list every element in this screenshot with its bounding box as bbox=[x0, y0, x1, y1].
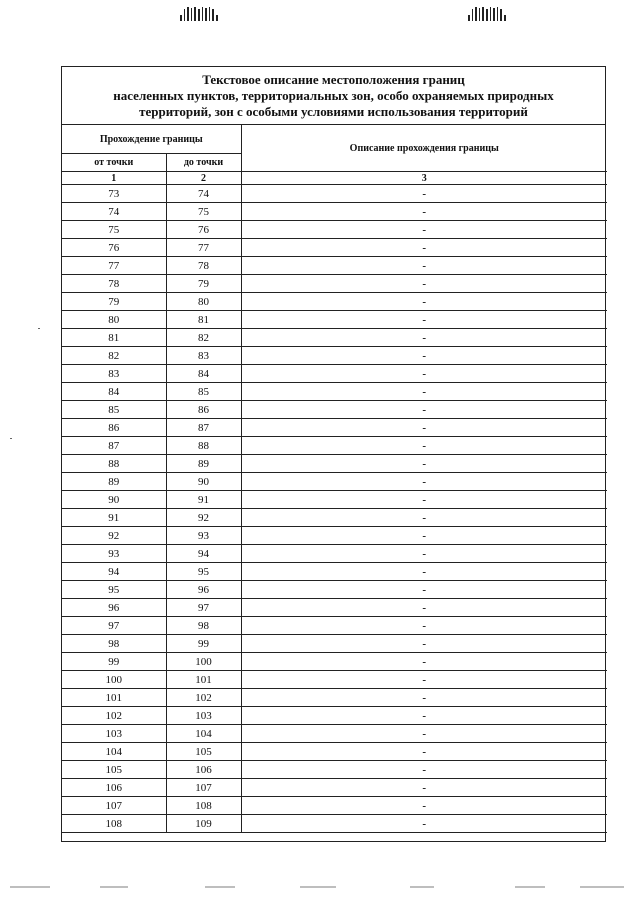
column-number-3: 3 bbox=[241, 172, 607, 185]
to-point-cell: 109 bbox=[166, 815, 241, 833]
table-row bbox=[62, 653, 607, 671]
table-row bbox=[62, 779, 607, 797]
from-point-cell: 97 bbox=[62, 617, 166, 635]
to-point-cell: 106 bbox=[166, 761, 241, 779]
description-cell: - bbox=[241, 527, 607, 545]
from-point-cell: 88 bbox=[62, 455, 166, 473]
description-cell: - bbox=[241, 185, 607, 203]
header-barcode-left bbox=[180, 7, 218, 21]
to-point-cell: 84 bbox=[166, 365, 241, 383]
from-point-cell: 98 bbox=[62, 635, 166, 653]
header-from-point: от точки bbox=[62, 154, 166, 172]
barcode-bar bbox=[486, 9, 488, 21]
table-row bbox=[62, 761, 607, 779]
from-point-cell: 106 bbox=[62, 779, 166, 797]
description-cell: - bbox=[241, 653, 607, 671]
from-point-cell: 101 bbox=[62, 689, 166, 707]
table-row bbox=[62, 437, 607, 455]
description-cell: - bbox=[241, 275, 607, 293]
header-description: Описание прохождения границы bbox=[241, 125, 607, 172]
barcode-bar bbox=[493, 8, 495, 21]
table-row bbox=[62, 635, 607, 653]
from-point-cell: 78 bbox=[62, 275, 166, 293]
description-cell: - bbox=[241, 365, 607, 383]
to-point-cell: 94 bbox=[166, 545, 241, 563]
to-point-cell: 79 bbox=[166, 275, 241, 293]
barcode-bar bbox=[209, 7, 211, 21]
to-point-cell: 103 bbox=[166, 707, 241, 725]
header-to-point: до точки bbox=[166, 154, 241, 172]
scan-noise-line bbox=[515, 886, 545, 888]
document-title bbox=[62, 67, 605, 125]
to-point-cell: 96 bbox=[166, 581, 241, 599]
from-point-cell: 91 bbox=[62, 509, 166, 527]
description-cell: - bbox=[241, 563, 607, 581]
scan-speck bbox=[38, 328, 40, 329]
description-cell: - bbox=[241, 383, 607, 401]
table-row bbox=[62, 725, 607, 743]
table-row bbox=[62, 599, 607, 617]
to-point-cell: 74 bbox=[166, 185, 241, 203]
column-number-1: 1 bbox=[62, 172, 166, 185]
to-point-cell: 88 bbox=[166, 437, 241, 455]
to-point-cell: 98 bbox=[166, 617, 241, 635]
from-point-cell: 79 bbox=[62, 293, 166, 311]
from-point-cell: 81 bbox=[62, 329, 166, 347]
to-point-cell: 104 bbox=[166, 725, 241, 743]
to-point-cell: 91 bbox=[166, 491, 241, 509]
from-point-cell: 94 bbox=[62, 563, 166, 581]
table-row bbox=[62, 491, 607, 509]
table-row bbox=[62, 275, 607, 293]
from-point-cell: 92 bbox=[62, 527, 166, 545]
from-point-cell: 93 bbox=[62, 545, 166, 563]
barcode-bar bbox=[212, 9, 214, 21]
table-row bbox=[62, 383, 607, 401]
description-cell: - bbox=[241, 779, 607, 797]
scan-noise-line bbox=[10, 886, 50, 888]
boundary-table-frame bbox=[61, 66, 606, 842]
to-point-cell: 92 bbox=[166, 509, 241, 527]
to-point-cell: 95 bbox=[166, 563, 241, 581]
description-cell: - bbox=[241, 689, 607, 707]
description-cell: - bbox=[241, 815, 607, 833]
to-point-cell: 108 bbox=[166, 797, 241, 815]
from-point-cell: 108 bbox=[62, 815, 166, 833]
from-point-cell: 102 bbox=[62, 707, 166, 725]
to-point-cell: 83 bbox=[166, 347, 241, 365]
description-cell: - bbox=[241, 545, 607, 563]
from-point-cell: 95 bbox=[62, 581, 166, 599]
barcode-bar bbox=[180, 15, 182, 21]
description-cell: - bbox=[241, 797, 607, 815]
description-cell: - bbox=[241, 455, 607, 473]
from-point-cell: 100 bbox=[62, 671, 166, 689]
from-point-cell: 73 bbox=[62, 185, 166, 203]
barcode-bar bbox=[479, 8, 481, 21]
from-point-cell: 89 bbox=[62, 473, 166, 491]
table-row bbox=[62, 671, 607, 689]
table-row bbox=[62, 203, 607, 221]
scan-noise-line bbox=[410, 886, 434, 888]
description-cell: - bbox=[241, 293, 607, 311]
barcode-bar bbox=[184, 9, 186, 21]
description-cell: - bbox=[241, 347, 607, 365]
description-cell: - bbox=[241, 257, 607, 275]
description-cell: - bbox=[241, 311, 607, 329]
to-point-cell: 78 bbox=[166, 257, 241, 275]
table-row bbox=[62, 239, 607, 257]
table-row bbox=[62, 401, 607, 419]
barcode-bar bbox=[497, 7, 499, 21]
table-row bbox=[62, 419, 607, 437]
scan-noise-line bbox=[205, 886, 235, 888]
barcode-bar bbox=[198, 9, 200, 21]
table-row bbox=[62, 293, 607, 311]
table-row bbox=[62, 347, 607, 365]
from-point-cell: 87 bbox=[62, 437, 166, 455]
table-row bbox=[62, 329, 607, 347]
barcode-bar bbox=[482, 7, 484, 21]
barcode-bar bbox=[205, 8, 207, 21]
to-point-cell: 101 bbox=[166, 671, 241, 689]
barcode-bar bbox=[472, 9, 474, 21]
boundary-points-table bbox=[62, 125, 607, 833]
scan-speck bbox=[10, 438, 12, 439]
header-barcode-right bbox=[468, 7, 506, 21]
table-row bbox=[62, 257, 607, 275]
table-row bbox=[62, 221, 607, 239]
from-point-cell: 85 bbox=[62, 401, 166, 419]
table-row bbox=[62, 563, 607, 581]
description-cell: - bbox=[241, 761, 607, 779]
description-cell: - bbox=[241, 203, 607, 221]
from-point-cell: 76 bbox=[62, 239, 166, 257]
from-point-cell: 104 bbox=[62, 743, 166, 761]
description-cell: - bbox=[241, 509, 607, 527]
from-point-cell: 90 bbox=[62, 491, 166, 509]
to-point-cell: 75 bbox=[166, 203, 241, 221]
from-point-cell: 103 bbox=[62, 725, 166, 743]
to-point-cell: 87 bbox=[166, 419, 241, 437]
to-point-cell: 82 bbox=[166, 329, 241, 347]
barcode-bar bbox=[468, 15, 470, 21]
table-row bbox=[62, 455, 607, 473]
to-point-cell: 85 bbox=[166, 383, 241, 401]
barcode-bar bbox=[504, 15, 506, 21]
header-boundary-passage: Прохождение границы bbox=[62, 125, 241, 154]
to-point-cell: 93 bbox=[166, 527, 241, 545]
description-cell: - bbox=[241, 635, 607, 653]
table-row bbox=[62, 365, 607, 383]
to-point-cell: 99 bbox=[166, 635, 241, 653]
scan-noise-line bbox=[300, 886, 336, 888]
to-point-cell: 80 bbox=[166, 293, 241, 311]
to-point-cell: 97 bbox=[166, 599, 241, 617]
from-point-cell: 82 bbox=[62, 347, 166, 365]
from-point-cell: 96 bbox=[62, 599, 166, 617]
barcode-bar bbox=[191, 8, 193, 21]
from-point-cell: 84 bbox=[62, 383, 166, 401]
barcode-bar bbox=[187, 7, 189, 21]
description-cell: - bbox=[241, 221, 607, 239]
barcode-bar bbox=[202, 7, 204, 21]
from-point-cell: 80 bbox=[62, 311, 166, 329]
from-point-cell: 75 bbox=[62, 221, 166, 239]
to-point-cell: 100 bbox=[166, 653, 241, 671]
barcode-bar bbox=[500, 9, 502, 21]
from-point-cell: 74 bbox=[62, 203, 166, 221]
to-point-cell: 89 bbox=[166, 455, 241, 473]
from-point-cell: 83 bbox=[62, 365, 166, 383]
from-point-cell: 107 bbox=[62, 797, 166, 815]
description-cell: - bbox=[241, 599, 607, 617]
description-cell: - bbox=[241, 473, 607, 491]
column-number-2: 2 bbox=[166, 172, 241, 185]
barcode-bar bbox=[475, 7, 477, 21]
description-cell: - bbox=[241, 329, 607, 347]
table-row bbox=[62, 311, 607, 329]
to-point-cell: 86 bbox=[166, 401, 241, 419]
table-row bbox=[62, 581, 607, 599]
title-line: территорий, зон с особыми условиями использования территорий bbox=[139, 104, 528, 119]
table-row bbox=[62, 689, 607, 707]
description-cell: - bbox=[241, 491, 607, 509]
table-row bbox=[62, 509, 607, 527]
table-row bbox=[62, 185, 607, 203]
description-cell: - bbox=[241, 617, 607, 635]
description-cell: - bbox=[241, 401, 607, 419]
from-point-cell: 86 bbox=[62, 419, 166, 437]
barcode-bar bbox=[194, 7, 196, 21]
table-row bbox=[62, 527, 607, 545]
table-row bbox=[62, 473, 607, 491]
description-cell: - bbox=[241, 437, 607, 455]
table-row bbox=[62, 617, 607, 635]
description-cell: - bbox=[241, 581, 607, 599]
scan-noise-line bbox=[100, 886, 128, 888]
table-row bbox=[62, 815, 607, 833]
table-row bbox=[62, 797, 607, 815]
description-cell: - bbox=[241, 671, 607, 689]
title-line: Текстовое описание местоположения границ bbox=[202, 72, 465, 87]
description-cell: - bbox=[241, 725, 607, 743]
from-point-cell: 99 bbox=[62, 653, 166, 671]
to-point-cell: 102 bbox=[166, 689, 241, 707]
table-row bbox=[62, 743, 607, 761]
from-point-cell: 105 bbox=[62, 761, 166, 779]
to-point-cell: 77 bbox=[166, 239, 241, 257]
barcode-bar bbox=[490, 7, 492, 21]
description-cell: - bbox=[241, 707, 607, 725]
to-point-cell: 105 bbox=[166, 743, 241, 761]
description-cell: - bbox=[241, 743, 607, 761]
to-point-cell: 90 bbox=[166, 473, 241, 491]
scan-noise-line bbox=[580, 886, 624, 888]
description-cell: - bbox=[241, 239, 607, 257]
table-row bbox=[62, 707, 607, 725]
to-point-cell: 107 bbox=[166, 779, 241, 797]
to-point-cell: 81 bbox=[166, 311, 241, 329]
title-line: населенных пунктов, территориальных зон, особо охраняемых природных bbox=[113, 88, 554, 103]
barcode-bar bbox=[216, 15, 218, 21]
to-point-cell: 76 bbox=[166, 221, 241, 239]
from-point-cell: 77 bbox=[62, 257, 166, 275]
table-row bbox=[62, 545, 607, 563]
description-cell: - bbox=[241, 419, 607, 437]
